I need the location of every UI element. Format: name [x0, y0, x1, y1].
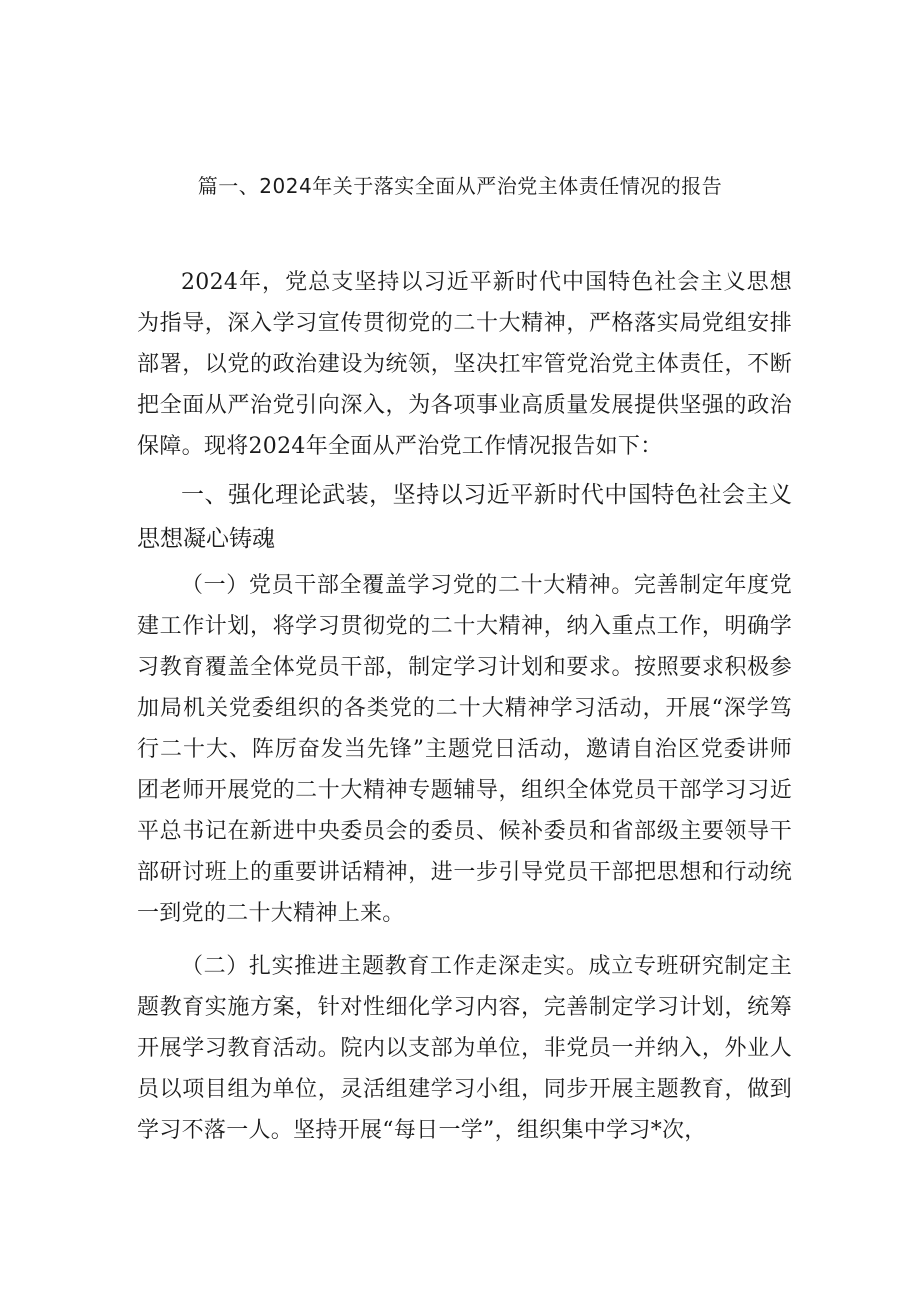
- body-paragraph: （二）扎实推进主题教育工作走深走实。成立专班研究制定主题教育实施方案，针对性细化学习内容，完善制定学习计划，统筹开展学习教育活动。院内以支部为单位，非党员一并纳入，外业人员以项目组为单位，灵活组建学习小组，同步开展主题教育，做到学习不落一人。坚持开展“每日一学”，组织集中学习*次，: [137, 954, 792, 1143]
- intro-paragraph: 2024年，党总支坚持以习近平新时代中国特色社会主义思想为指导，深入学习宣传贯彻党的二十大精神，严格落实局党组安排部署，以党的政治建设为统领，坚决扛牢管党治党主体责任，不断把全面从严治党引向深入，为各项事业高质量发展提供坚强的政治保障。现将2024年全面从严治党工作情况报告如下：: [137, 270, 792, 459]
- body-paragraph: （一）党员干部全覆盖学习党的二十大精神。完善制定年度党建工作计划，将学习贯彻党的二十大精神，纳入重点工作，明确学习教育覆盖全体党员干部，制定学习计划和要求。按照要求积极参加局机关党委组织的各类党的二十大精神学习活动，开展“深学笃行二十大、阵厉奋发当先锋”主题党日活动，邀请自治区党委讲师团老师开展党的二十大精神专题辅导，组织全体党员干部学习习近平总书记在新进中央委员会的委员、候补委员和省部级主要领导干部研讨班上的重要讲话精神，进一步引导党员干部把思想和行动统一到党的二十大精神上来。: [137, 573, 792, 926]
- document-body: [137, 262, 792, 1151]
- section-heading: 一、强化理论武装，坚持以习近平新时代中国特色社会主义思想凝心铸魂: [137, 482, 792, 552]
- document-title: 篇一、2024年关于落实全面从严治党主体责任情况的报告: [197, 174, 723, 198]
